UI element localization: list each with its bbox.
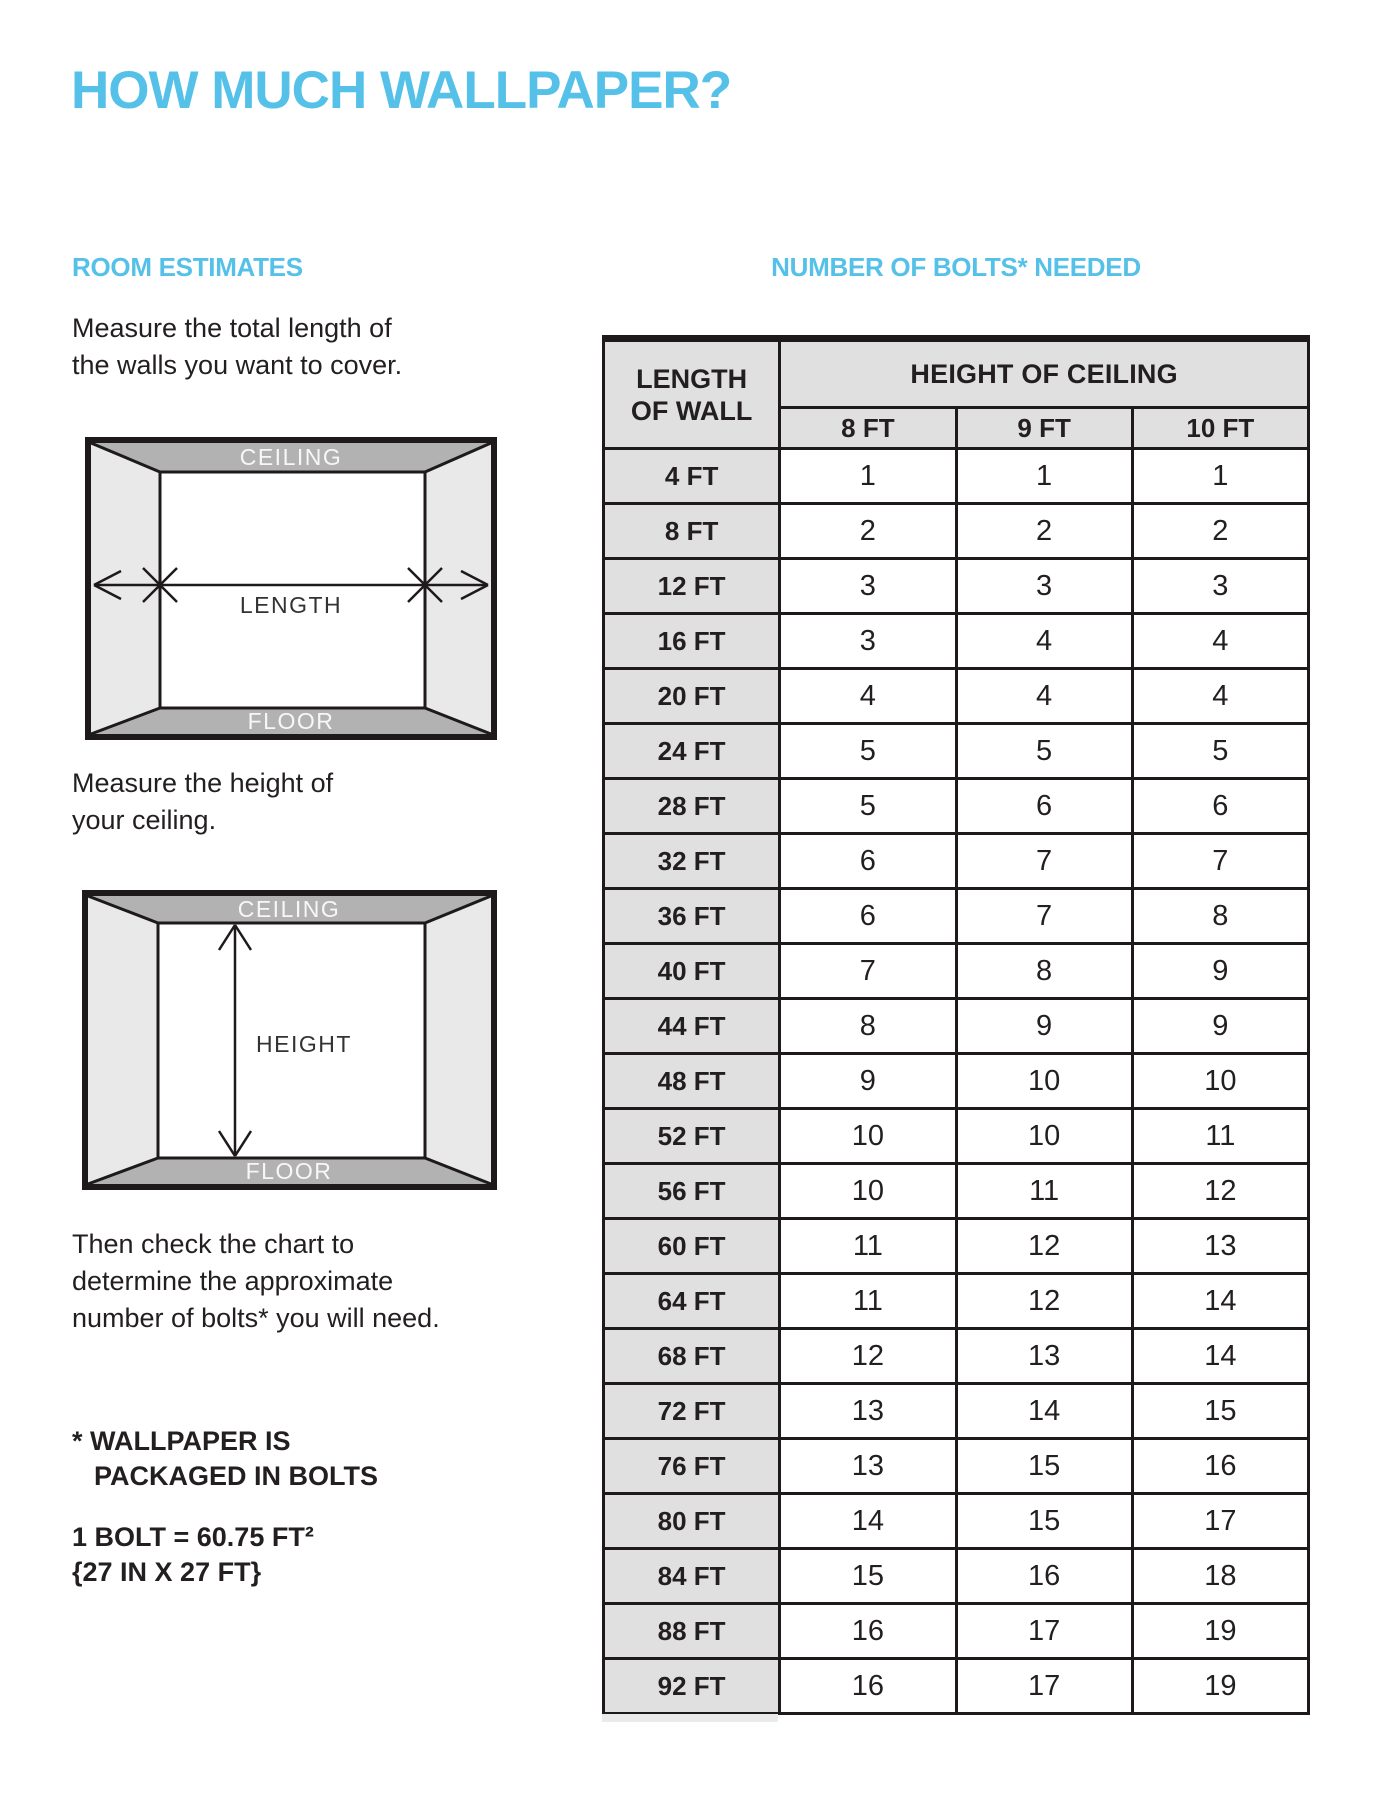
bolt-count-cell: 15	[780, 1549, 956, 1604]
table-row	[604, 1109, 1309, 1164]
table-bottom-strip	[602, 1714, 778, 1722]
wall-length-cell: 36 FT	[604, 889, 780, 944]
table-row	[604, 1439, 1309, 1494]
col-header-10ft: 10 FT	[1132, 408, 1308, 449]
bolt-count-cell: 2	[780, 504, 956, 559]
wall-length-cell: 52 FT	[604, 1109, 780, 1164]
height-label: HEIGHT	[256, 1031, 352, 1057]
table-row	[604, 1329, 1309, 1384]
header-line: OF WALL	[630, 395, 753, 426]
wall-length-cell: 80 FT	[604, 1494, 780, 1549]
bolt-count-cell: 3	[956, 559, 1132, 614]
bolt-count-cell: 5	[1132, 724, 1308, 779]
bolt-count-cell: 14	[1132, 1274, 1308, 1329]
wall-length-cell: 20 FT	[604, 669, 780, 724]
height-of-ceiling-header: HEIGHT OF CEILING	[780, 339, 1309, 408]
wall-length-cell: 8 FT	[604, 504, 780, 559]
bolt-count-cell: 6	[780, 889, 956, 944]
wall-length-cell: 76 FT	[604, 1439, 780, 1494]
bolt-count-cell: 5	[780, 779, 956, 834]
bolt-count-cell: 3	[780, 559, 956, 614]
table-row	[604, 1274, 1309, 1329]
bolt-count-cell: 10	[780, 1109, 956, 1164]
bolt-count-cell: 13	[956, 1329, 1132, 1384]
bolt-count-cell: 15	[956, 1439, 1132, 1494]
bolt-count-cell: 17	[1132, 1494, 1308, 1549]
bolt-count-cell: 9	[1132, 944, 1308, 999]
wall-length-cell: 28 FT	[604, 779, 780, 834]
table-row	[604, 724, 1309, 779]
bolt-count-cell: 13	[780, 1384, 956, 1439]
wall-length-cell: 88 FT	[604, 1604, 780, 1659]
text-line: the walls you want to cover.	[72, 350, 403, 380]
bolt-count-cell: 11	[780, 1274, 956, 1329]
bolt-count-cell: 4	[956, 669, 1132, 724]
bolt-count-cell: 5	[956, 724, 1132, 779]
bolt-count-cell: 10	[956, 1109, 1132, 1164]
text-line: Then check the chart to	[72, 1229, 355, 1259]
table-row	[604, 449, 1309, 504]
ceiling-height-diagram	[82, 890, 497, 1190]
table-row	[604, 1384, 1309, 1439]
table-row	[604, 1604, 1309, 1659]
text-line: your ceiling.	[72, 805, 217, 835]
wall-length-cell: 60 FT	[604, 1219, 780, 1274]
wall-length-cell: 12 FT	[604, 559, 780, 614]
header-line: LENGTH	[636, 363, 748, 394]
text-line: 1 BOLT = 60.75 FT²	[72, 1522, 314, 1552]
table-row	[604, 1054, 1309, 1109]
table-row	[604, 1659, 1309, 1714]
bolt-count-cell: 3	[780, 614, 956, 669]
bolt-count-cell: 14	[1132, 1329, 1308, 1384]
bolt-count-cell: 17	[956, 1604, 1132, 1659]
measure-length-text	[72, 310, 402, 384]
text-line: number of bolts* you will need.	[72, 1303, 440, 1333]
ceiling-label: CEILING	[237, 896, 341, 922]
floor-label: FLOOR	[245, 1158, 333, 1184]
bolt-count-cell: 7	[956, 834, 1132, 889]
table-row	[604, 614, 1309, 669]
wall-length-cell: 16 FT	[604, 614, 780, 669]
table-row	[604, 504, 1309, 559]
bolt-count-cell: 12	[1132, 1164, 1308, 1219]
text-line: determine the approximate	[72, 1266, 394, 1296]
bolt-count-cell: 7	[780, 944, 956, 999]
wall-length-cell: 68 FT	[604, 1329, 780, 1384]
bolt-count-cell: 12	[780, 1329, 956, 1384]
col-header-8ft: 8 FT	[780, 408, 956, 449]
wall-length-cell: 48 FT	[604, 1054, 780, 1109]
bolts-footnote	[72, 1424, 378, 1494]
wall-length-cell: 92 FT	[604, 1659, 780, 1714]
table-row	[604, 999, 1309, 1054]
bolt-count-cell: 19	[1132, 1604, 1308, 1659]
bolt-count-cell: 11	[1132, 1109, 1308, 1164]
bolt-count-cell: 15	[956, 1494, 1132, 1549]
wall-length-cell: 4 FT	[604, 449, 780, 504]
bolt-count-cell: 10	[956, 1054, 1132, 1109]
text-line: * WALLPAPER IS	[72, 1426, 291, 1456]
bolt-count-cell: 15	[1132, 1384, 1308, 1439]
bolt-count-cell: 2	[1132, 504, 1308, 559]
table-row	[604, 834, 1309, 889]
bolt-size-info	[72, 1520, 314, 1590]
text-line: {27 IN X 27 FT}	[72, 1557, 262, 1587]
text-line: Measure the total length of	[72, 313, 392, 343]
bolt-count-cell: 7	[956, 889, 1132, 944]
bolt-count-cell: 9	[780, 1054, 956, 1109]
table-row	[604, 1549, 1309, 1604]
bolt-count-cell: 6	[780, 834, 956, 889]
bolt-count-cell: 19	[1132, 1659, 1308, 1714]
check-chart-text	[72, 1226, 440, 1337]
bolt-count-cell: 10	[1132, 1054, 1308, 1109]
table-row	[604, 669, 1309, 724]
bolt-count-cell: 16	[780, 1604, 956, 1659]
room-length-diagram	[85, 437, 497, 740]
back-wall	[160, 472, 425, 708]
bolts-table-heading: NUMBER OF BOLTS* NEEDED	[771, 252, 1141, 282]
bolt-count-cell: 11	[956, 1164, 1132, 1219]
bolt-count-cell: 9	[1132, 999, 1308, 1054]
bolt-count-cell: 12	[956, 1219, 1132, 1274]
bolt-count-cell: 5	[780, 724, 956, 779]
table-row	[604, 1219, 1309, 1274]
table-row	[604, 1164, 1309, 1219]
bolt-count-cell: 8	[956, 944, 1132, 999]
wall-length-cell: 64 FT	[604, 1274, 780, 1329]
bolt-count-cell: 12	[956, 1274, 1132, 1329]
bolt-count-cell: 9	[956, 999, 1132, 1054]
bolt-count-cell: 4	[780, 669, 956, 724]
bolt-count-cell: 4	[1132, 614, 1308, 669]
wall-length-cell: 56 FT	[604, 1164, 780, 1219]
bolt-count-cell: 1	[956, 449, 1132, 504]
right-wall	[425, 896, 491, 1184]
bolt-count-cell: 6	[1132, 779, 1308, 834]
bolts-table	[602, 335, 1310, 1715]
table-row	[604, 779, 1309, 834]
room-estimates-heading: ROOM ESTIMATES	[72, 252, 303, 282]
bolt-count-cell: 13	[1132, 1219, 1308, 1274]
table-row	[604, 944, 1309, 999]
wall-length-cell: 24 FT	[604, 724, 780, 779]
floor-label: FLOOR	[247, 708, 335, 734]
wall-length-cell: 72 FT	[604, 1384, 780, 1439]
bolt-count-cell: 7	[1132, 834, 1308, 889]
bolt-count-cell: 16	[780, 1659, 956, 1714]
wall-length-cell: 32 FT	[604, 834, 780, 889]
text-line: PACKAGED IN BOLTS	[94, 1461, 379, 1491]
table-row	[604, 559, 1309, 614]
bolt-count-cell: 14	[956, 1384, 1132, 1439]
bolt-count-cell: 1	[1132, 449, 1308, 504]
table-header-row-1	[604, 339, 1309, 408]
bolt-count-cell: 6	[956, 779, 1132, 834]
wall-length-cell: 40 FT	[604, 944, 780, 999]
bolt-count-cell: 10	[780, 1164, 956, 1219]
table-row	[604, 889, 1309, 944]
text-line: Measure the height of	[72, 768, 334, 798]
length-label: LENGTH	[239, 592, 343, 618]
bolt-count-cell: 14	[780, 1494, 956, 1549]
left-wall	[88, 896, 158, 1184]
bolt-count-cell: 16	[1132, 1439, 1308, 1494]
length-of-wall-header	[604, 339, 780, 449]
room-length-diagram-svg	[85, 437, 497, 740]
bolt-count-cell: 16	[956, 1549, 1132, 1604]
bolt-count-cell: 11	[780, 1219, 956, 1274]
bolt-count-cell: 13	[780, 1439, 956, 1494]
page-title: HOW MUCH WALLPAPER?	[71, 61, 732, 120]
bolt-count-cell: 1	[780, 449, 956, 504]
ceiling-height-diagram-svg	[82, 890, 497, 1190]
wall-length-cell: 84 FT	[604, 1549, 780, 1604]
table-row	[604, 1494, 1309, 1549]
bolt-count-cell: 3	[1132, 559, 1308, 614]
bolt-count-cell: 4	[1132, 669, 1308, 724]
col-header-9ft: 9 FT	[956, 408, 1132, 449]
bolt-count-cell: 4	[956, 614, 1132, 669]
bolt-count-cell: 8	[1132, 889, 1308, 944]
bolt-count-cell: 17	[956, 1659, 1132, 1714]
bolt-count-cell: 18	[1132, 1549, 1308, 1604]
measure-height-text	[72, 765, 333, 839]
ceiling-label: CEILING	[239, 444, 343, 470]
bolt-count-cell: 8	[780, 999, 956, 1054]
wall-length-cell: 44 FT	[604, 999, 780, 1054]
bolt-count-cell: 2	[956, 504, 1132, 559]
